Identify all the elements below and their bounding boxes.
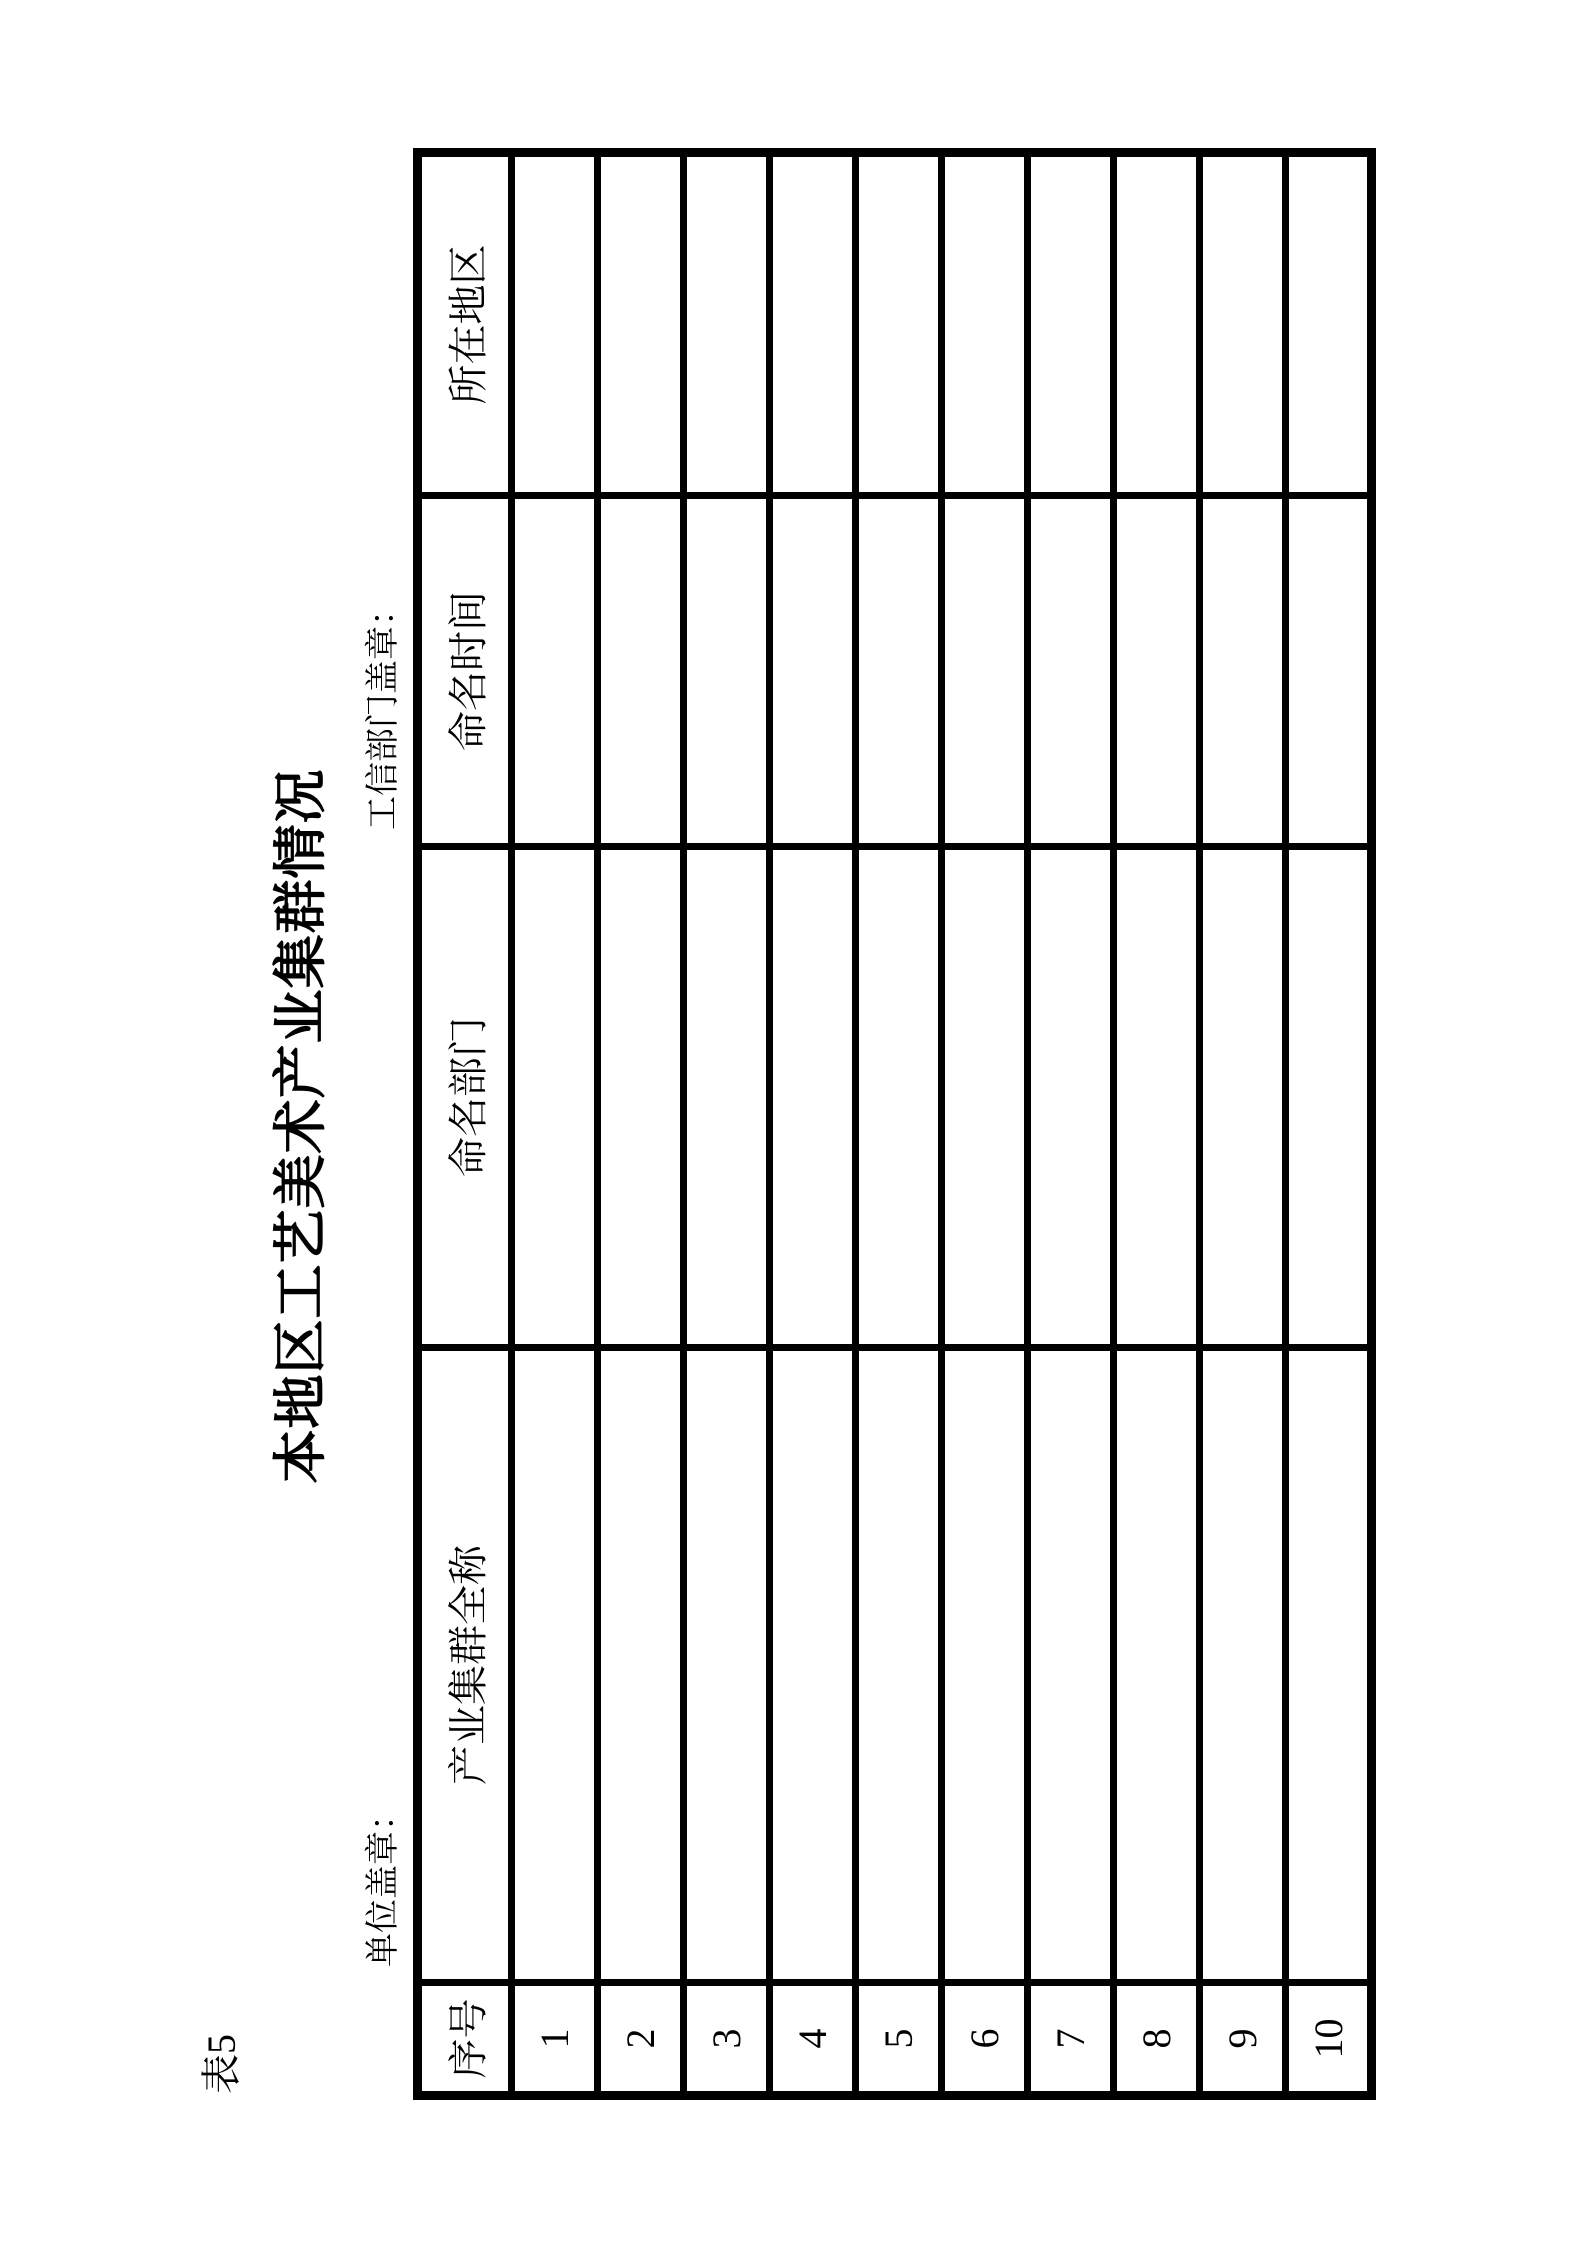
serial-number-cell: 8 [1114, 1983, 1200, 2096]
region-cell [512, 153, 598, 496]
naming-time-cell [942, 496, 1028, 847]
region-cell [598, 153, 684, 496]
serial-number-cell: 3 [684, 1983, 770, 2096]
cluster-full-name-cell [856, 1348, 942, 1983]
table-row [1286, 153, 1372, 2096]
naming-time-cell [512, 496, 598, 847]
naming-department-cell [942, 847, 1028, 1348]
cluster-full-name-cell [1286, 1348, 1372, 1983]
naming-department-cell [1114, 847, 1200, 1348]
naming-department-cell [770, 847, 856, 1348]
table-row [856, 153, 942, 2096]
naming-department-cell [512, 847, 598, 1348]
serial-number-cell: 2 [598, 1983, 684, 2096]
unit-seal-label: 单位盖章： [365, 1797, 402, 1967]
naming-time-cell [770, 496, 856, 847]
cluster-full-name-cell [1200, 1348, 1286, 1983]
col-header-region: 所在地区 [418, 153, 512, 496]
region-cell [770, 153, 856, 496]
table-row [1200, 153, 1286, 2096]
cluster-full-name-cell [512, 1348, 598, 1983]
serial-number-cell: 9 [1200, 1983, 1286, 2096]
region-cell [856, 153, 942, 496]
naming-time-cell [684, 496, 770, 847]
region-cell [1200, 153, 1286, 496]
table-row [1114, 153, 1200, 2096]
table-row [512, 153, 598, 2096]
naming-department-cell [684, 847, 770, 1348]
naming-department-cell [1200, 847, 1286, 1348]
serial-number-cell: 1 [512, 1983, 598, 2096]
naming-department-cell [1286, 847, 1372, 1348]
serial-number-cell: 5 [856, 1983, 942, 2096]
cluster-full-name-cell [598, 1348, 684, 1983]
serial-number-cell: 4 [770, 1983, 856, 2096]
form-number-label: 表5 [199, 2034, 244, 2094]
cluster-full-name-cell [770, 1348, 856, 1983]
region-cell [942, 153, 1028, 496]
region-cell [1114, 153, 1200, 496]
naming-time-cell [1028, 496, 1114, 847]
serial-number-cell: 6 [942, 1983, 1028, 2096]
naming-time-cell [598, 496, 684, 847]
table-row [684, 153, 770, 2096]
page-title: 本地区工艺美术产业集群情况 [271, 768, 331, 1484]
naming-department-cell [598, 847, 684, 1348]
region-cell [1286, 153, 1372, 496]
industry-dept-seal-label: 工信部门盖章： [365, 592, 402, 830]
table-row [942, 153, 1028, 2096]
naming-time-cell [1286, 496, 1372, 847]
region-cell [684, 153, 770, 496]
serial-number-cell: 7 [1028, 1983, 1114, 2096]
cluster-full-name-cell [1114, 1348, 1200, 1983]
col-header-cluster-full-name: 产业集群全称 [418, 1348, 512, 1983]
table-row [1028, 153, 1114, 2096]
table-row [770, 153, 856, 2096]
table-row [598, 153, 684, 2096]
col-header-naming-department: 命名部门 [418, 847, 512, 1348]
naming-time-cell [1200, 496, 1286, 847]
naming-department-cell [1028, 847, 1114, 1348]
cluster-full-name-cell [684, 1348, 770, 1983]
naming-department-cell [856, 847, 942, 1348]
col-header-serial-number: 序号 [418, 1983, 512, 2096]
naming-time-cell [856, 496, 942, 847]
table-header-row [418, 153, 512, 2096]
cluster-full-name-cell [1028, 1348, 1114, 1983]
industry-cluster-table [413, 148, 1376, 2100]
serial-number-cell: 10 [1286, 1983, 1372, 2096]
region-cell [1028, 153, 1114, 496]
naming-time-cell [1114, 496, 1200, 847]
col-header-naming-time: 命名时间 [418, 496, 512, 847]
cluster-full-name-cell [942, 1348, 1028, 1983]
